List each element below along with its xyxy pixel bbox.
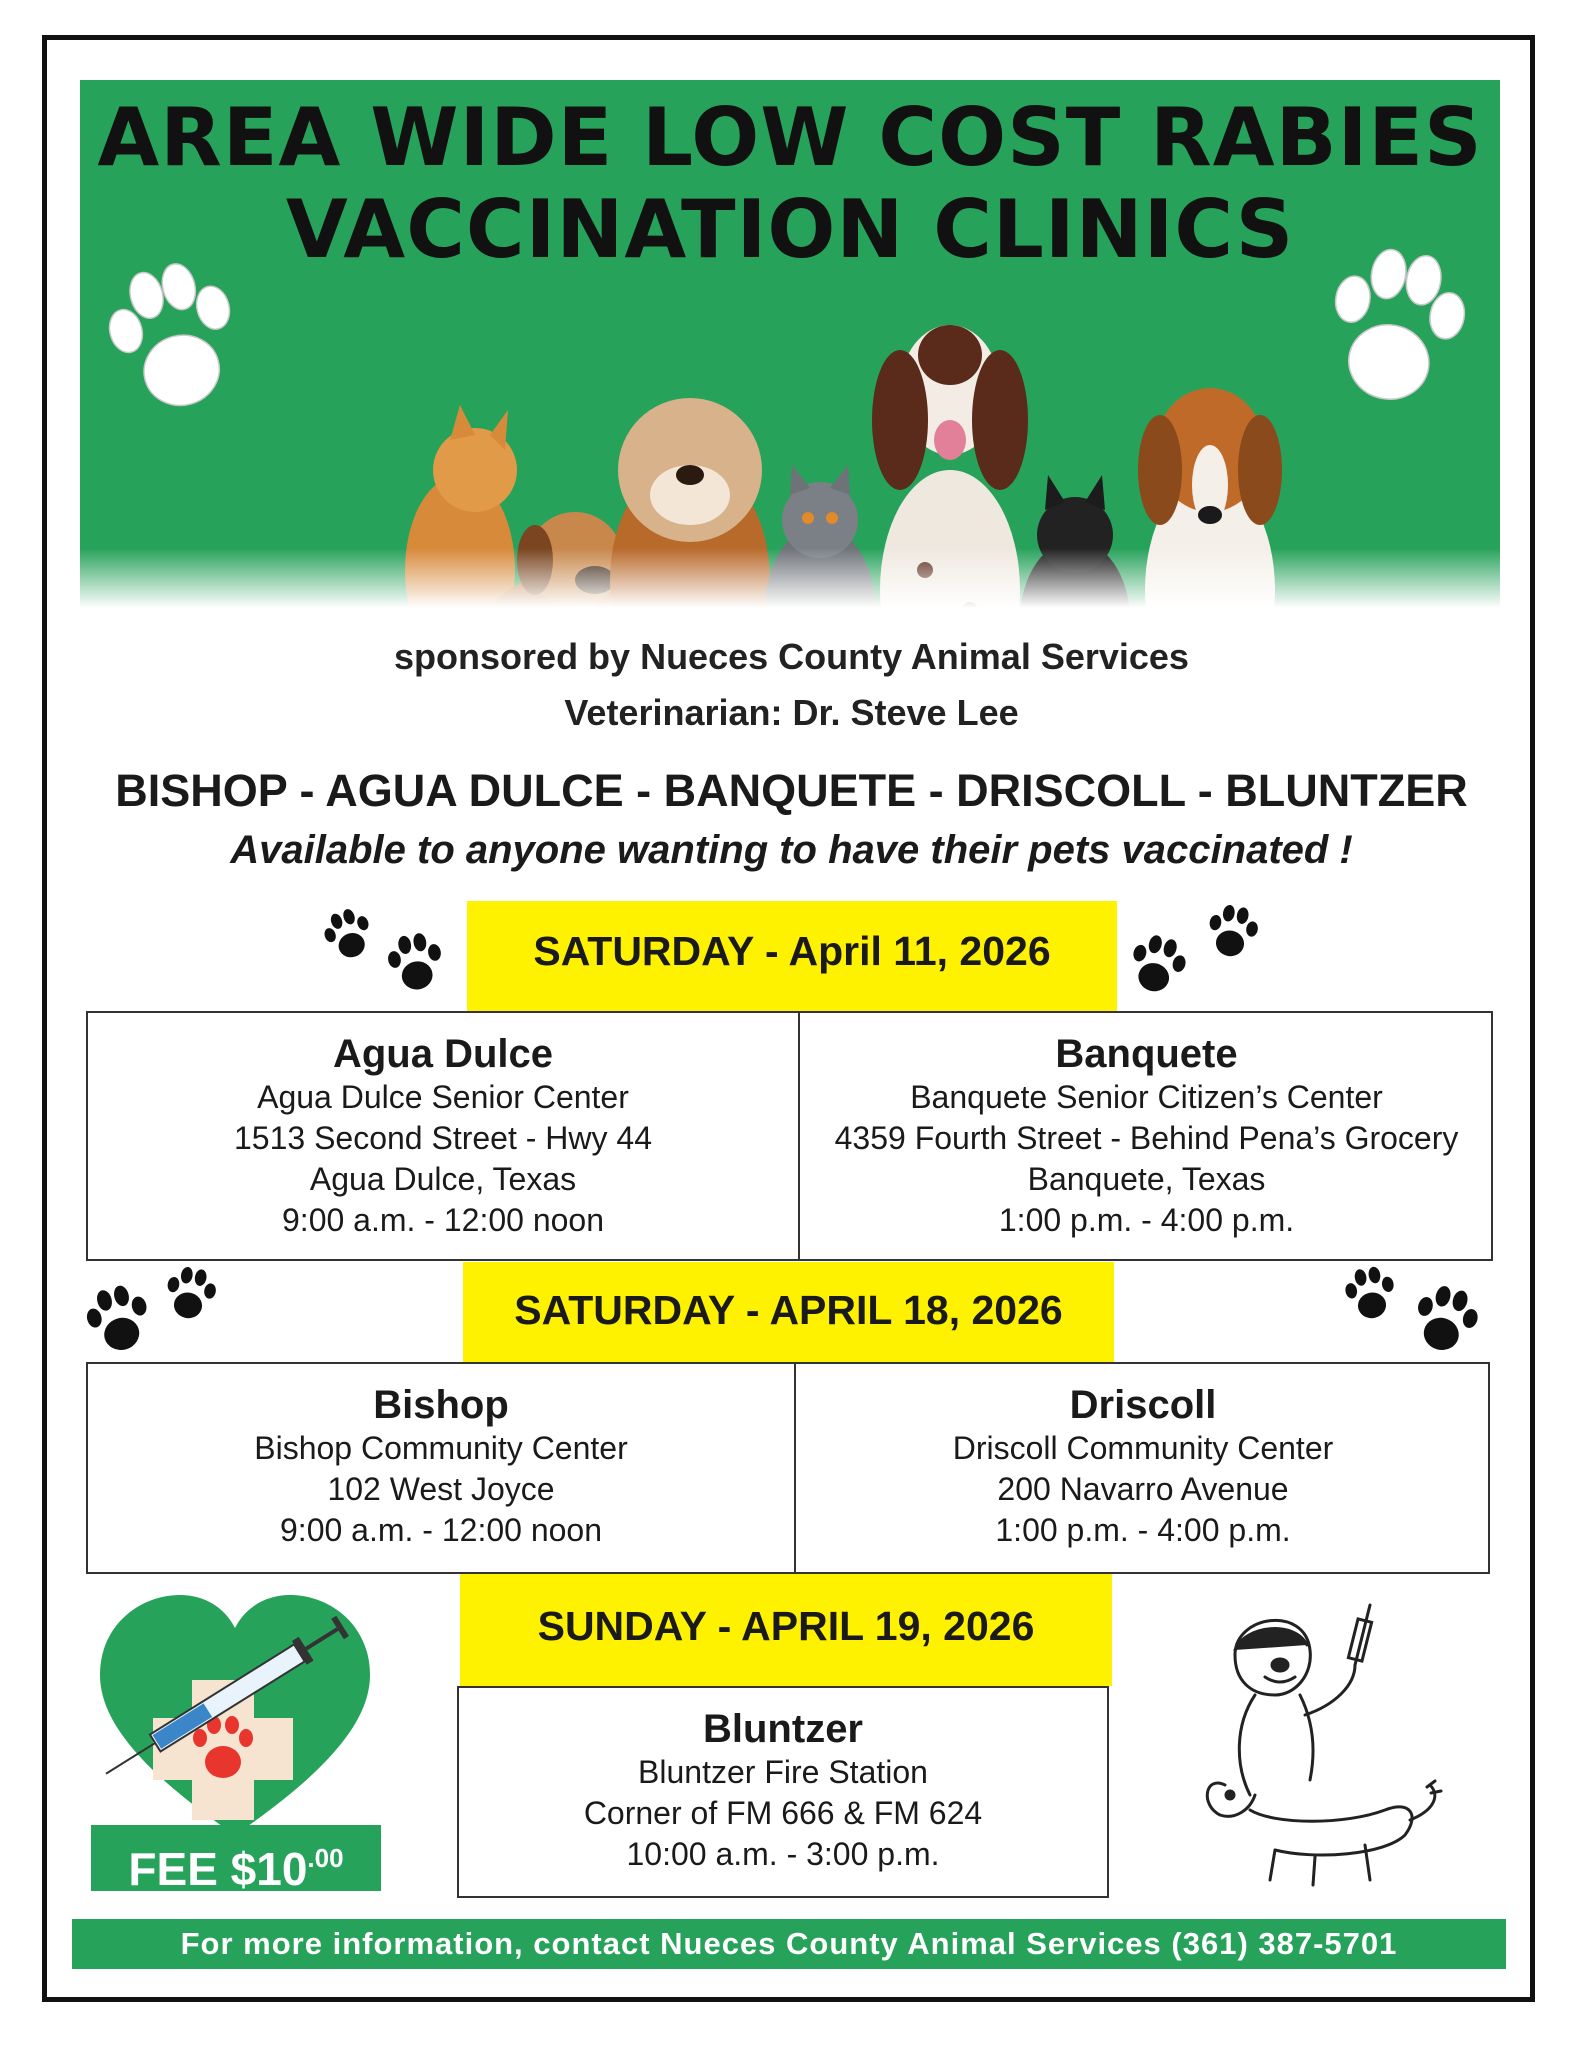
paw-print-icon [318, 905, 378, 965]
location-address: 4359 Fourth Street - Behind Pena’s Grocery [834, 1120, 1459, 1156]
header-banner [80, 80, 1500, 608]
location-city: Banquete, Texas [1027, 1161, 1266, 1197]
location-address: Corner of FM 666 & FM 624 [583, 1795, 983, 1831]
location-name: Bluntzer [703, 1707, 863, 1751]
veterinarian-line: Veterinarian: Dr. Steve Lee [564, 692, 1019, 733]
fee-cents: .00 [307, 1843, 344, 1873]
location-venue: Driscoll Community Center [952, 1430, 1334, 1466]
location-address: 200 Navarro Avenue [997, 1471, 1289, 1507]
paw-print-icon [1122, 930, 1192, 1000]
paw-print-icon [1200, 900, 1264, 964]
date-band-april-11: SATURDAY - April 11, 2026 [467, 901, 1117, 1011]
heart-syringe-graphic [80, 1580, 390, 1850]
paw-print-icon [1405, 1280, 1485, 1360]
location-name: Bishop [373, 1383, 509, 1427]
location-banquete [800, 1013, 1493, 1259]
location-hours: 1:00 p.m. - 4:00 p.m. [998, 1202, 1295, 1238]
paw-print-icon [158, 1262, 222, 1326]
contact-footer: For more information, contact Nueces County Animal Services (361) 387-5701 [72, 1919, 1506, 1969]
veterinarian-cartoon-icon [1195, 1595, 1455, 1895]
title-line-2: VACCINATION CLINICS [285, 183, 1295, 276]
title-line-1: AREA WIDE LOW COST RABIES [97, 91, 1483, 184]
location-bishop [88, 1364, 794, 1572]
location-venue: Bluntzer Fire Station [638, 1754, 928, 1790]
paw-print-icon [380, 928, 450, 998]
location-hours: 1:00 p.m. - 4:00 p.m. [995, 1512, 1291, 1548]
banner-fade [80, 548, 1500, 608]
location-hours: 9:00 a.m. - 12:00 noon [280, 1512, 602, 1548]
location-venue: Banquete Senior Citizen’s Center [910, 1079, 1383, 1115]
sponsor-line: sponsored by Nueces County Animal Services [394, 636, 1189, 677]
location-venue: Agua Dulce Senior Center [257, 1079, 629, 1115]
location-bluntzer [459, 1688, 1107, 1896]
location-city: Agua Dulce, Texas [309, 1161, 577, 1197]
location-venue: Bishop Community Center [254, 1430, 628, 1466]
location-driscoll [796, 1364, 1490, 1572]
availability-note: Available to anyone wanting to have their pets vaccinated ! [230, 828, 1353, 872]
date-band-april-19: SUNDAY - APRIL 19, 2026 [460, 1574, 1112, 1686]
location-address: 102 West Joyce [327, 1471, 555, 1507]
paw-print-icon [1338, 1262, 1402, 1326]
page-title [80, 92, 1500, 276]
location-agua-dulce [88, 1013, 798, 1259]
location-hours: 10:00 a.m. - 3:00 p.m. [626, 1836, 940, 1872]
paw-print-icon [98, 258, 248, 418]
towns-list: BISHOP - AGUA DULCE - BANQUETE - DRISCOLL - BLUNTZER [115, 765, 1468, 816]
fee-badge [91, 1825, 381, 1895]
fee-amount: FEE $10 [128, 1843, 308, 1895]
location-name: Banquete [1055, 1032, 1238, 1076]
clinic-box-april-19 [457, 1686, 1109, 1898]
location-hours: 9:00 a.m. - 12:00 noon [282, 1202, 604, 1238]
location-name: Driscoll [1069, 1383, 1217, 1427]
clinic-box-april-18 [86, 1362, 1490, 1574]
location-address: 1513 Second Street - Hwy 44 [233, 1120, 652, 1156]
clinic-box-april-11 [86, 1011, 1493, 1261]
date-band-april-18: SATURDAY - APRIL 18, 2026 [463, 1262, 1114, 1362]
location-name: Agua Dulce [332, 1032, 554, 1076]
paw-print-icon [78, 1280, 158, 1360]
